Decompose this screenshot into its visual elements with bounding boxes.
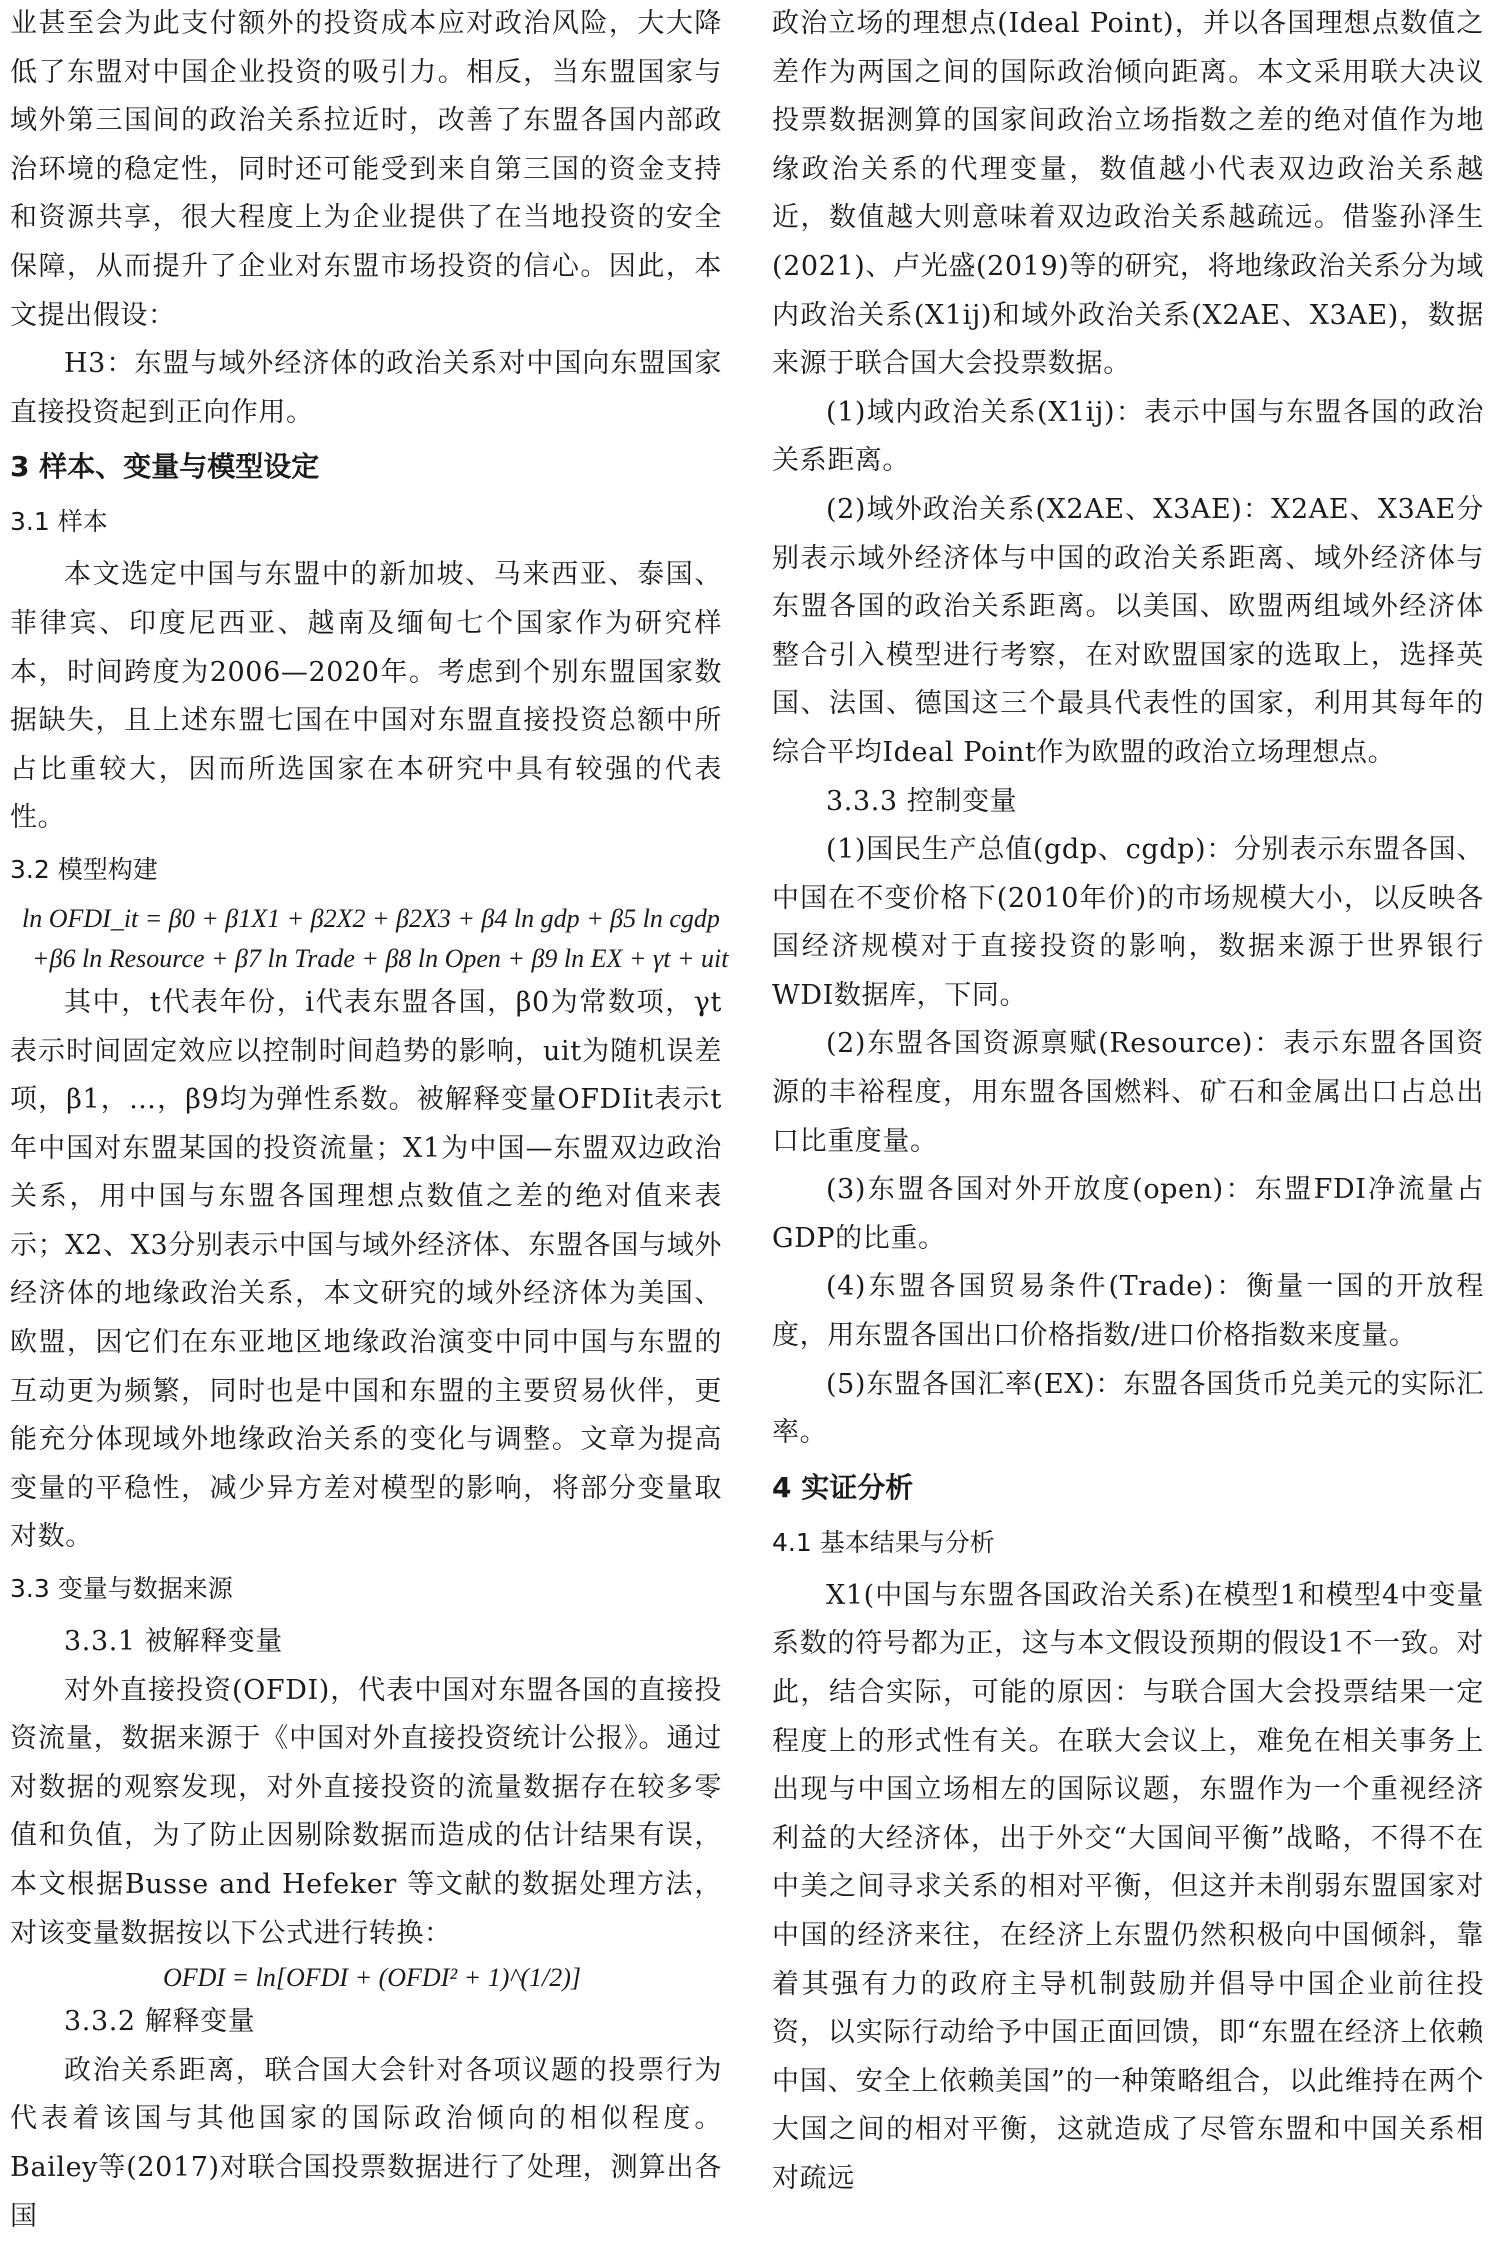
paragraph: 政治立场的理想点(Ideal Point)，并以各国理想点数值之差作为两国之间的国际政治倾向距离。本文采用联大决议投票数据测算的国家间政治立场指数之差的绝对值作为地缘政治关系的代理变量，数值越小代表双边政治关系越近，数值越大则意味着双边政治关系越疏远。借鉴孙泽生(2021)、卢光盛(2019)等的研究，将地缘政治关系分为域内政治关系(X1ij)和域外政治关系(X2AE、X3AE)，数据来源于联合国大会投票数据。 xyxy=(772,8,1484,380)
paragraph: 本文选定中国与东盟中的新加坡、马来西亚、泰国、菲律宾、印度尼西亚、越南及缅甸七个国家作为研究样本，时间跨度为2006—2020年。考虑到个别东盟国家数据缺失，且上述东盟七国在中国对东盟直接投资总额中所占比重较大，因而所选国家在本研究中具有较强的代表性。 xyxy=(10,559,722,834)
paragraph: (2)域外政治关系(X2AE、X3AE)：X2AE、X3AE分别表示域外经济体与中国的政治关系距离、域外经济体与东盟各国的政治关系距离。以美国、欧盟两组域外经济体整合引入模型进行考察，在对欧盟国家的选取上，选择英国、法国、德国这三个最具代表性的国家，利用其每年的综合平均Ideal Point作为欧盟的政治立场理想点。 xyxy=(772,493,1484,768)
subsection-heading-4-1: 4.1 基本结果与分析 xyxy=(772,1527,995,1557)
model-equation-line-1: ln OFDI_it = β0 + β1X1 + β2X2 + β2X3 + β4 ln gdp + β5 ln cgdp xyxy=(22,903,720,933)
subsubsection-heading-3-3-1: 3.3.1 被解释变量 xyxy=(64,1626,283,1658)
subsubsection-heading-3-3-2: 3.3.2 解释变量 xyxy=(64,2006,256,2038)
paragraph: 其中，t代表年份，i代表东盟各国，β0为常数项，γt表示时间固定效应以控制时间趋势的影响，uit为随机误差项，β1，…，β9均为弹性系数。被解释变量OFDIit表示t年中国对东盟某国的投资流量；X1为中国—东盟双边政治关系，用中国与东盟各国理想点数值之差的绝对值来表示；X2、X3分别表示中国与域外经济体、东盟各国与域外经济体的地缘政治关系，本文研究的域外经济体为美国、欧盟，因它们在东亚地区地缘政治演变中同中国与东盟的互动更为频繁，同时也是中国和东盟的主要贸易伙伴，更能充分体现域外地缘政治关系的变化与调整。文章为提高变量的平稳性，减少异方差对模型的影响，将部分变量取对数。 xyxy=(10,986,722,1553)
paragraph: 政治关系距离，联合国大会针对各项议题的投票行为代表着该国与其他国家的国际政治倾向的相似程度。Bailey等(2017)对联合国投票数据进行了处理，测算出各国 xyxy=(10,2054,722,2232)
section-heading-3: 3 样本、变量与模型设定 xyxy=(10,450,320,484)
right-column xyxy=(772,0,1484,2204)
subsection-heading-3-1: 3.1 样本 xyxy=(10,507,108,537)
paragraph: (2)东盟各国资源禀赋(Resource)：表示东盟各国资源的丰裕程度，用东盟各国燃料、矿石和金属出口占总出口比重度量。 xyxy=(772,1028,1484,1157)
paragraph: 业甚至会为此支付额外的投资成本应对政治风险，大大降低了东盟对中国企业投资的吸引力。相反，当东盟国家与域外第三国间的政治关系拉近时，改善了东盟各国内部政治环境的稳定性，同时还可能受到来自第三国的资金支持和资源共享，很大程度上为企业提供了在当地投资的安全保障，从而提升了企业对东盟市场投资的信心。因此，本文提出假设： xyxy=(10,8,722,331)
subsubsection-heading-3-3-3: 3.3.3 控制变量 xyxy=(826,785,1018,817)
paragraph: (4)东盟各国贸易条件(Trade)：衡量一国的开放程度，用东盟各国出口价格指数/进口价格指数来度量。 xyxy=(772,1271,1484,1352)
paragraph: X1(中国与东盟各国政治关系)在模型1和模型4中变量系数的符号都为正，这与本文假设预期的假设1不一致。对此，结合实际，可能的原因：与联合国大会投票结果一定程度上的形式性有关。在联大会议上，难免在相关事务上出现与中国立场相左的国际议题，东盟作为一个重视经济利益的大经济体，出于外交“大国间平衡”战略，不得不在中美之间寻求关系的相对平衡，但这并未削弱东盟国家对中国的经济来往，在经济上东盟仍然积极向中国倾斜，靠着其强有力的政府主导机制鼓励并倡导中国企业前往投资，以实际行动给予中国正面回馈，即“东盟在经济上依赖中国、安全上依赖美国”的一种策略组合，以此维持在两个大国之间的相对平衡，这就造成了尽管东盟和中国关系相对疏远 xyxy=(772,1579,1484,2194)
subsection-heading-3-2: 3.2 模型构建 xyxy=(10,854,158,884)
section-heading-4: 4 实证分析 xyxy=(772,1470,914,1504)
left-column xyxy=(10,0,729,2241)
transform-equation: OFDI = ln[OFDI + (OFDI² + 1)^(1/2)] xyxy=(163,1963,581,1993)
paragraph: (1)域内政治关系(X1ij)：表示中国与东盟各国的政治关系距离。 xyxy=(772,396,1484,477)
subsection-heading-3-3: 3.3 变量与数据来源 xyxy=(10,1574,233,1604)
paragraph: (1)国民生产总值(gdp、cgdp)：分别表示东盟各国、中国在不变价格下(2010年价)的市场规模大小，以反映各国经济规模对于直接投资的影响，数据来源于世界银行WDI数据库，下同。 xyxy=(772,834,1484,1011)
hypothesis-h3: H3：东盟与域外经济体的政治关系对中国向东盟国家直接投资起到正向作用。 xyxy=(10,348,722,428)
paragraph: 对外直接投资(OFDI)，代表中国对东盟各国的直接投资流量，数据来源于《中国对外直接投资统计公报》。通过对数据的观察发现，对外直接投资的流量数据存在较多零值和负值，为了防止因剔除数据而造成的估计结果有误，本文根据Busse and Hefeker 等文献的数据处理方法，对该变量数据按以下公式进行转换： xyxy=(10,1674,722,1949)
model-equation-line-2: +β6 ln Resource + β7 ln Trade + β8 ln Open + β9 ln EX + γt + uit xyxy=(32,943,729,973)
paragraph: (5)东盟各国汇率(EX)：东盟各国货币兑美元的实际汇率。 xyxy=(772,1368,1484,1449)
paragraph: (3)东盟各国对外开放度(open)：东盟FDI净流量占GDP的比重。 xyxy=(772,1174,1484,1254)
